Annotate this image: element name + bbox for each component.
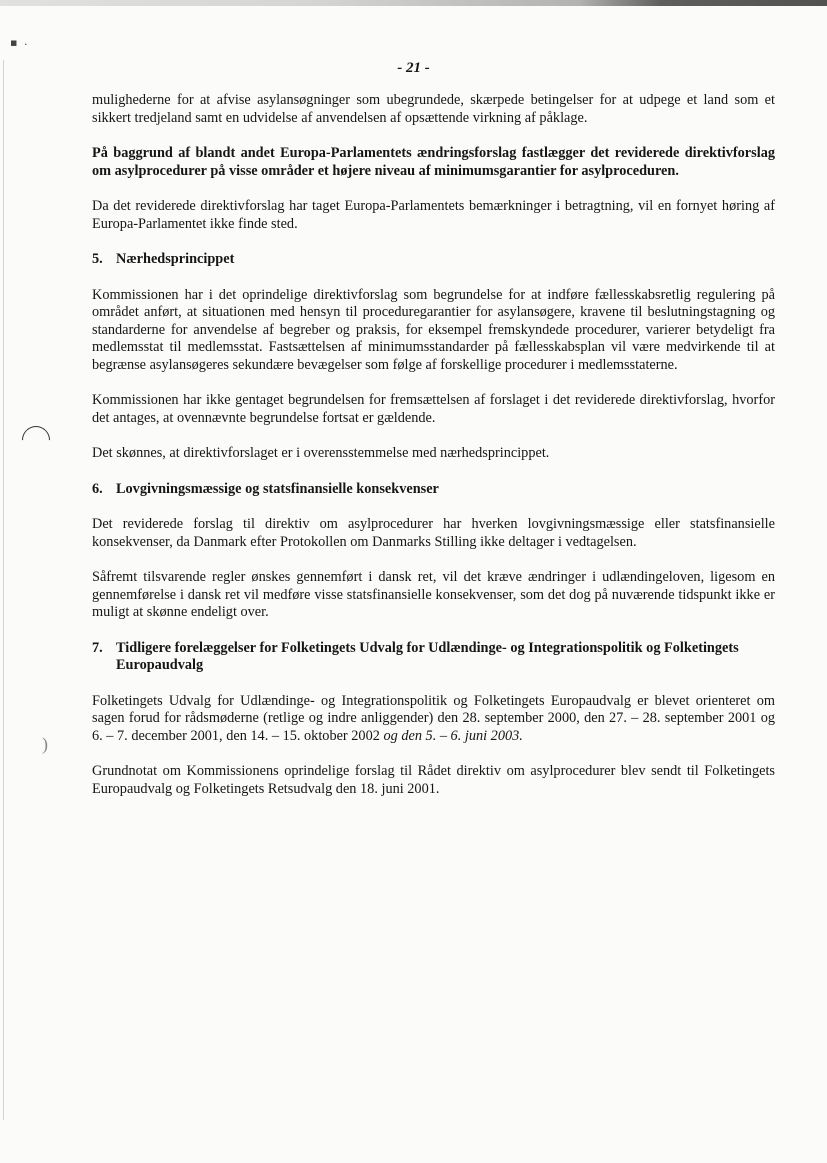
scan-edge-top	[0, 0, 827, 6]
paragraph: Kommissionen har ikke gentaget begrundelsen for fremsættelsen af forslaget i det reviderede direktivforslag, hvorfor det antages, at ovennævnte begrundelse fortsat er gældende.	[92, 392, 775, 426]
scan-mark: )	[42, 734, 48, 754]
paragraph: Det skønnes, at direktivforslaget er i overensstemmelse med nærhedsprincippet.	[92, 445, 550, 461]
page-number: - 21 -	[397, 60, 430, 76]
scan-speck: ▪	[10, 36, 18, 49]
paragraph: mulighederne for at afvise asylansøgninger som ubegrundede, skærpede betingelser for at udpege et land som et sikkert tredjeland samt en udvidelse af anvendelsen af opsættende virkning af påklage.	[92, 92, 775, 126]
section-number: 5.	[92, 251, 103, 267]
document-body	[92, 92, 775, 816]
paragraph: Grundnotat om Kommissionens oprindelige forslag til Rådet direktiv om asylprocedurer blev sendt til Folketingets Europaudvalg og Folketingets Retsudvalg den 18. juni 2001.	[92, 763, 775, 797]
section-heading-7	[92, 640, 775, 675]
section-heading-6	[92, 481, 775, 499]
paragraph	[92, 693, 775, 746]
section-title: Lovgivningsmæssige og statsfinansielle konsekvenser	[116, 480, 439, 497]
paragraph: Såfremt tilsvarende regler ønskes gennemført i dansk ret, vil det kræve ændringer i udlændingeloven, ligesom en gennemførelse i dansk ret vil medføre visse statsfinansielle konsekvenser, som det dog på nuværende tidspunkt ikke er muligt at skønne endeligt over.	[92, 569, 775, 620]
paragraph-bold: På baggrund af blandt andet Europa-Parlamentets ændringsforslag fastlægger det reviderede direktivforslag om asylprocedurer på visse områder et højere niveau af minimumsgarantier for asylproceduren.	[92, 145, 775, 179]
paragraph-italic-text: og den 5. – 6. juni 2003.	[383, 727, 523, 744]
section-number: 6.	[92, 480, 103, 497]
section-number: 7.	[92, 639, 103, 656]
punch-hole-mark	[16, 420, 56, 460]
section-heading-5	[92, 251, 775, 269]
section-title: Tidligere forelæggelser for Folketingets Udvalg for Udlændinge- og Integrationspolitik og Folketingets Europaudvalg	[116, 639, 739, 673]
paragraph: Det reviderede forslag til direktiv om asylprocedurer har hverken lovgivningsmæssige eller statsfinansielle konsekvenser, da Danmark efter Protokollen om Danmarks Stilling ikke deltager i vedtagelsen.	[92, 516, 775, 550]
section-title: Nærhedsprincippet	[116, 251, 235, 267]
scan-edge-left	[3, 60, 4, 1120]
paragraph: Da det reviderede direktivforslag har taget Europa-Parlamentets bemærkninger i betragtning, vil en fornyet høring af Europa-Parlamentet ikke finde sted.	[92, 198, 775, 232]
paragraph-text: Folketingets Udvalg for Udlændinge- og Integrationspolitik og Folketingets Europaudvalg er blevet orienteret om sagen forud for rådsmøderne (retlige og indre anliggender) den 28. september 2000, den 27. – 28. september 2001 og 6. – 7. december 2001, den 14. – 15. oktober 2002	[92, 692, 775, 744]
scan-speck: ·	[24, 38, 28, 51]
paragraph: Kommissionen har i det oprindelige direktivforslag som begrundelse for at indføre fællesskabsretlig regulering på området anført, at situationen med hensyn til proceduregarantier for asylansøgere, kravene til beslutningstagning og standarderne for anvendelse af begreber og praksis, for eksempel fremskyndede procedurer, varierer betydeligt fra medlemsstat til medlemsstat. Fastsættelsen af minimumsstandarder på fællesskabsplan vil være medvirkende til at begrænse asylansøgeres sekundære bevægelser som følge af forskellige procedurer i medlemsstaterne.	[92, 286, 775, 373]
